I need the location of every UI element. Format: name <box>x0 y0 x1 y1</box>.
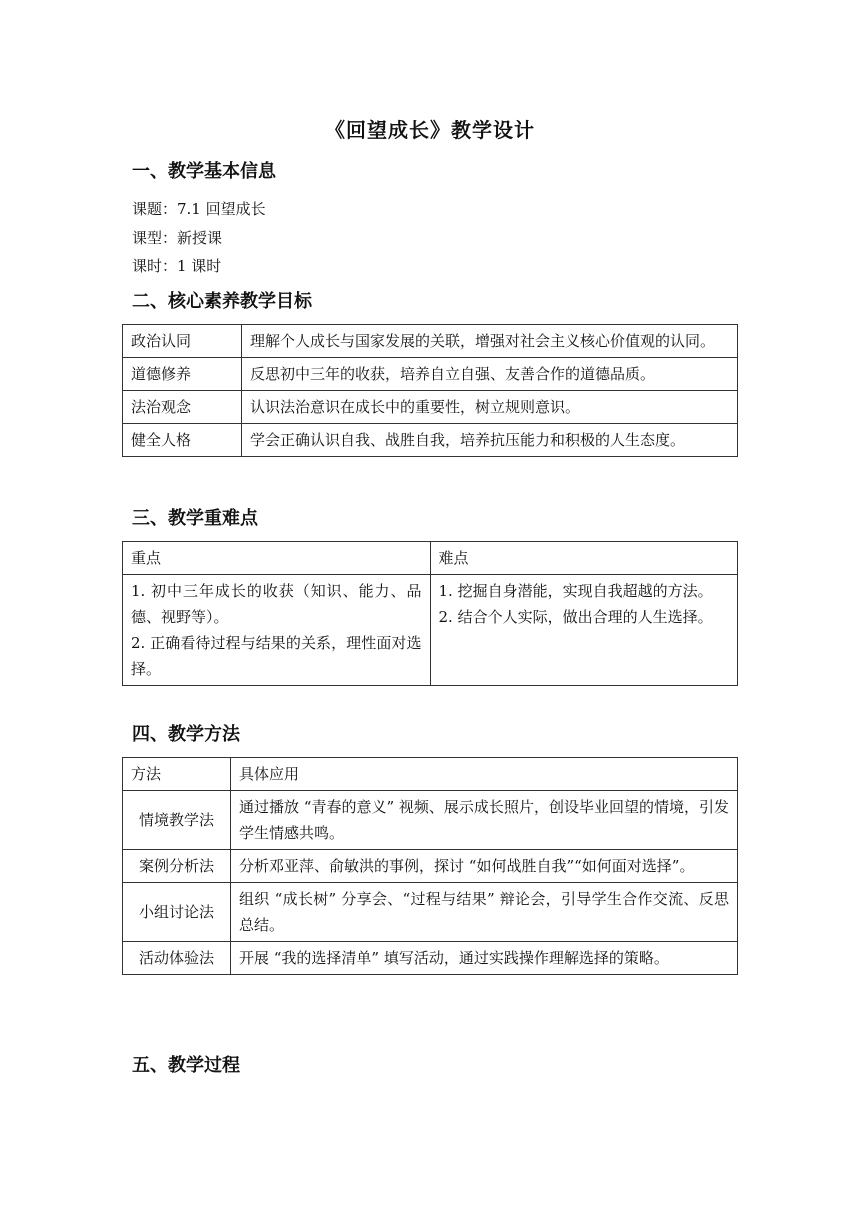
table-row <box>123 325 738 358</box>
table-row <box>123 358 738 391</box>
method-application: 开展 “我的选择清单” 填写活动，通过实践操作理解选择的策略。 <box>231 942 738 975</box>
application-header: 具体应用 <box>231 758 738 791</box>
section-heading-methods: 四、教学方法 <box>132 724 240 745</box>
method-application: 通过播放 “青春的意义” 视频、展示成长照片，创设毕业回望的情境，引发学生情感共鸣。 <box>231 791 738 850</box>
key-points-table <box>122 541 738 686</box>
difficult-points-header: 难点 <box>430 542 738 575</box>
table-row <box>123 850 738 883</box>
methods-table <box>122 757 738 975</box>
section-heading-basic-info: 一、教学基本信息 <box>132 161 276 182</box>
table-row <box>123 942 738 975</box>
goal-text: 认识法治意识在成长中的重要性，树立规则意识。 <box>242 391 738 424</box>
goal-text: 学会正确认识自我、战胜自我，培养抗压能力和积极的人生态度。 <box>242 424 738 457</box>
method-name: 情境教学法 <box>123 791 231 850</box>
table-row <box>123 542 738 575</box>
difficult-point-2: 2. 结合个人实际，做出合理的人生选择。 <box>438 608 713 626</box>
goal-text: 理解个人成长与国家发展的关联，增强对社会主义核心价值观的认同。 <box>242 325 738 358</box>
section-heading-goals: 二、核心素养教学目标 <box>132 291 312 312</box>
method-name: 活动体验法 <box>123 942 231 975</box>
section-heading-key-points: 三、教学重难点 <box>132 508 258 529</box>
info-type: 课型：新授课 <box>132 229 223 247</box>
method-name: 案例分析法 <box>123 850 231 883</box>
key-points-cell <box>123 575 431 686</box>
method-name: 小组讨论法 <box>123 883 231 942</box>
key-point-1: 1. 初中三年成长的收获（知识、能力、品德、视野等）。 <box>131 582 422 626</box>
key-points-header: 重点 <box>123 542 431 575</box>
method-application: 分析邓亚萍、俞敏洪的事例，探讨 “如何战胜自我”“如何面对选择”。 <box>231 850 738 883</box>
goal-key: 道德修养 <box>123 358 242 391</box>
table-row <box>123 758 738 791</box>
method-application: 组织 “成长树” 分享会、“过程与结果” 辩论会，引导学生合作交流、反思总结。 <box>231 883 738 942</box>
table-row <box>123 424 738 457</box>
key-point-2: 2. 正确看待过程与结果的关系，理性面对选择。 <box>131 634 422 678</box>
table-row <box>123 575 738 686</box>
method-header: 方法 <box>123 758 231 791</box>
goal-key: 健全人格 <box>123 424 242 457</box>
section-heading-process: 五、教学过程 <box>132 1055 240 1076</box>
table-row <box>123 791 738 850</box>
difficult-points-cell <box>430 575 738 686</box>
difficult-point-1: 1. 挖掘自身潜能，实现自我超越的方法。 <box>438 582 713 600</box>
goals-table <box>122 324 738 457</box>
goal-key: 法治观念 <box>123 391 242 424</box>
info-topic: 课题：7.1 回望成长 <box>132 200 266 218</box>
info-hours: 课时：1 课时 <box>132 257 222 275</box>
goal-text: 反思初中三年的收获，培养自立自强、友善合作的道德品质。 <box>242 358 738 391</box>
goal-key: 政治认同 <box>123 325 242 358</box>
table-row <box>123 391 738 424</box>
table-row <box>123 883 738 942</box>
document-title: 《回望成长》教学设计 <box>325 118 535 142</box>
